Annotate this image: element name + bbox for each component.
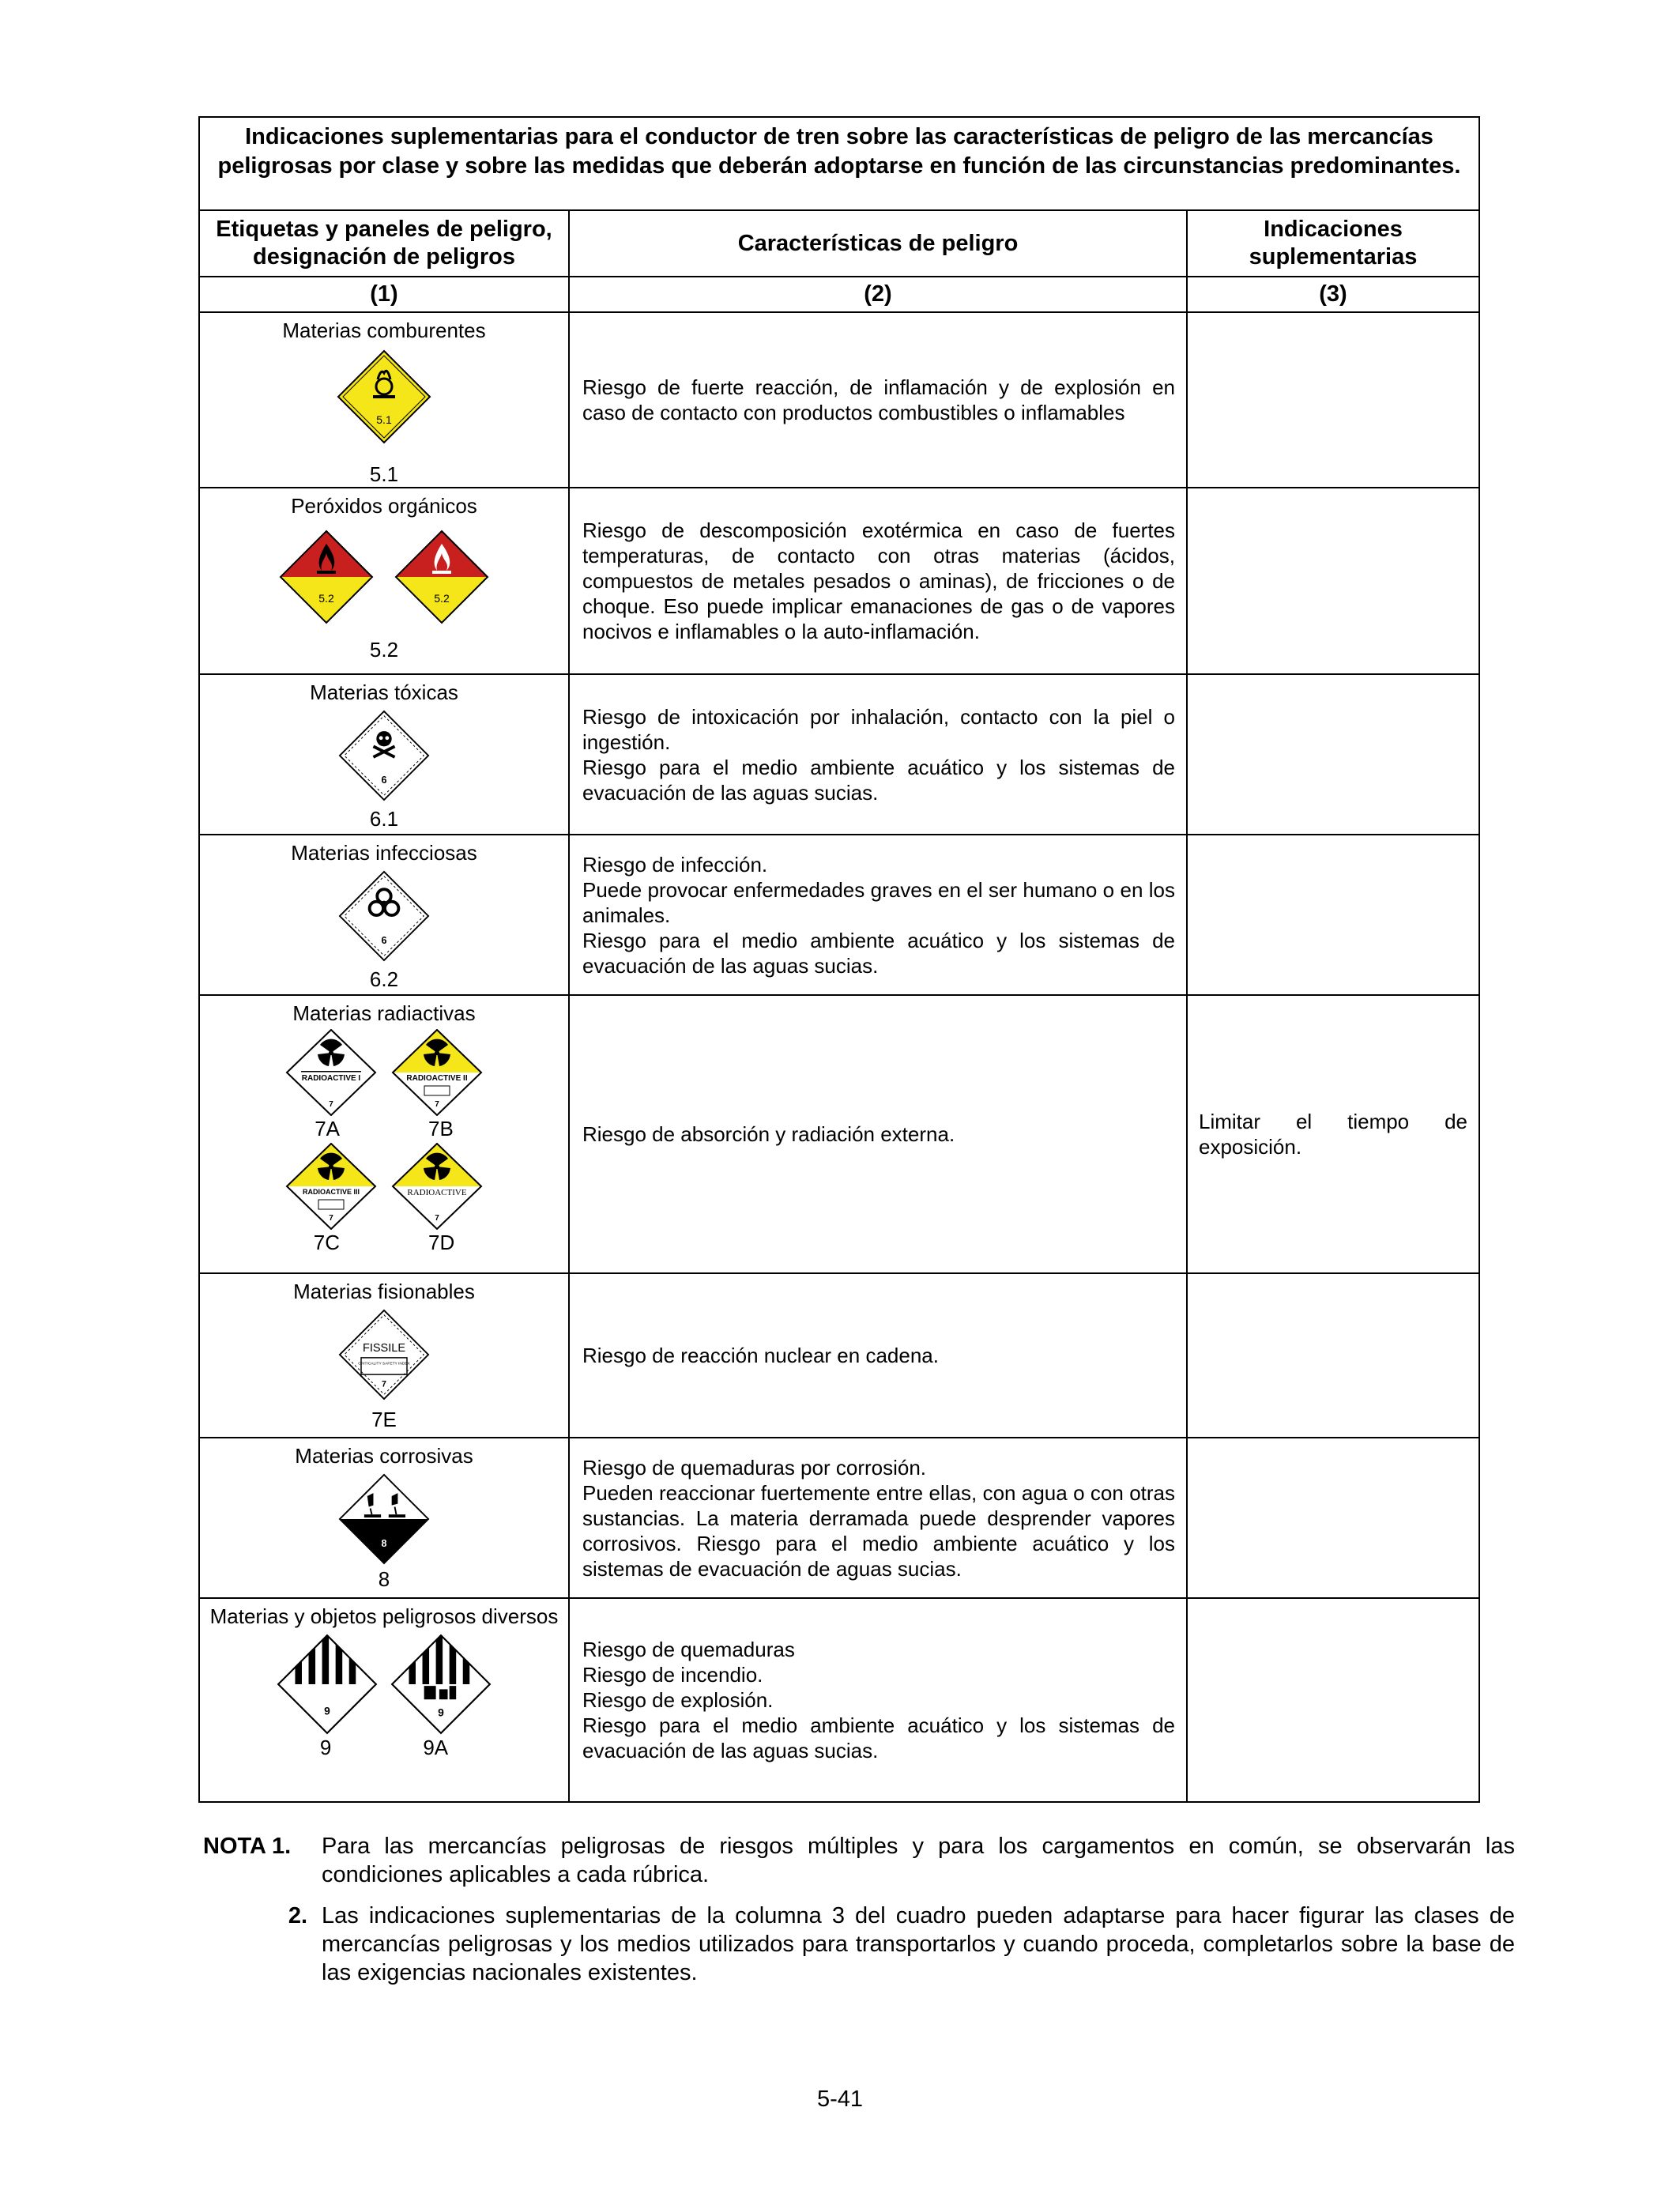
indication-cell — [1187, 1438, 1479, 1598]
svg-text:RADIOACTIVE: RADIOACTIVE — [407, 1188, 467, 1197]
label-cell — [199, 1273, 569, 1438]
hazard-cell — [569, 1273, 1187, 1438]
radioactive-7d-label-icon — [388, 1143, 486, 1230]
class-name: Materias fisionables — [293, 1280, 475, 1303]
indication-cell: Limitar el tiempo de exposición. — [1187, 995, 1479, 1273]
note-1 — [203, 1832, 1515, 1889]
hazard-text: Riesgo de quemaduras por corrosión. — [582, 1455, 927, 1480]
hazard-cell — [569, 995, 1187, 1273]
svg-text:FISSILE: FISSILE — [363, 1342, 405, 1355]
class-code: 7E — [371, 1408, 397, 1431]
hazard-text: Riesgo para el medio ambiente acuático y los sistemas de evacuación de las aguas sucias. — [582, 755, 1175, 805]
skull-crossbones-label-icon — [338, 710, 430, 801]
col2-header: Características de peligro — [569, 210, 1187, 277]
class-code: 8 — [378, 1567, 390, 1591]
class-name: Materias comburentes — [282, 319, 486, 342]
hazard-cell — [569, 488, 1187, 674]
svg-text:6: 6 — [381, 774, 387, 786]
svg-text:RADIOACTIVE II: RADIOACTIVE II — [406, 1074, 468, 1083]
indication-cell — [1187, 1273, 1479, 1438]
table-row — [199, 1438, 1479, 1598]
misc-hazard-label-icon — [277, 1634, 378, 1735]
peroxide-class-text: 5.2 — [318, 592, 334, 605]
hazard-cell — [569, 835, 1187, 995]
hazard-text: Riesgo para el medio ambiente acuático y los sistemas de evacuación de las aguas sucias. — [582, 1713, 1175, 1762]
note-key: 2. — [288, 1903, 307, 1928]
note-text: Las indicaciones suplementarias de la columna 3 del cuadro pueden adaptarse para hacer figurar las clases de mercancías peligrosas y los medios utilizados para transportarlos y cuando proceda, completarlos sobre la base de las exigencias nacionales existentes. — [322, 1903, 1515, 1985]
class-code: 6.2 — [369, 967, 399, 991]
hazard-cell — [569, 1598, 1187, 1802]
class-code: 9 — [319, 1736, 332, 1759]
peroxide-label-icon — [279, 530, 374, 624]
col1-header: Etiquetas y paneles de peligro, designación de peligros — [199, 210, 569, 277]
class-code: 5.2 — [369, 638, 399, 662]
radioactive-ii-label-icon — [388, 1029, 486, 1116]
hazard-text: Riesgo de quemaduras — [582, 1638, 795, 1661]
svg-text:6: 6 — [381, 934, 387, 946]
table-row — [199, 488, 1479, 674]
hazard-table — [198, 116, 1480, 1803]
fissile-label-icon — [338, 1309, 430, 1400]
label-cell — [199, 674, 569, 835]
label-cell — [199, 835, 569, 995]
class-name: Materias radiactivas — [292, 1001, 476, 1025]
peroxide-class-text: 5.2 — [434, 592, 450, 605]
class-code: 5.1 — [369, 462, 399, 486]
misc-hazard-battery-label-icon — [390, 1634, 492, 1735]
class-code: 9A — [423, 1736, 449, 1759]
table-row — [199, 1598, 1479, 1802]
class-code: 7D — [428, 1231, 455, 1254]
indication-cell — [1187, 1598, 1479, 1802]
hazard-text: Riesgo de infección. — [582, 852, 768, 876]
note-text: Para las mercancías peligrosas de riesgos múltiples y para los cargamentos en común, se observarán las condiciones aplicables a cada rúbrica. — [322, 1834, 1515, 1887]
svg-text:7: 7 — [329, 1100, 333, 1109]
hazard-text: Riesgo de explosión. — [582, 1688, 774, 1712]
note-2 — [203, 1902, 1515, 1987]
svg-text:7: 7 — [435, 1100, 439, 1109]
class-code: 7A — [315, 1117, 340, 1140]
indication-cell — [1187, 488, 1479, 674]
class-code: 7B — [428, 1117, 454, 1140]
class-name: Materias corrosivas — [295, 1444, 473, 1468]
hazard-cell — [569, 1438, 1187, 1598]
table-row — [199, 995, 1479, 1273]
label-cell — [199, 1438, 569, 1598]
radioactive-i-label-icon — [282, 1029, 380, 1116]
biohazard-label-icon — [338, 870, 430, 962]
svg-text:7: 7 — [382, 1379, 386, 1389]
class-code: 6.1 — [369, 807, 399, 831]
peroxide-label-icon — [394, 530, 489, 624]
svg-text:CRITICALITY SAFETY INDEX: CRITICALITY SAFETY INDEX — [358, 1362, 410, 1367]
svg-text:8: 8 — [381, 1537, 387, 1549]
hazard-text: Pueden reaccionar fuertemente entre ellas, con agua o con otras sustancias. La materia derramada puede desprender vapores corrosivos. Riesgo para el medio ambiente acuático y los sistemas de evacuación de aguas sucias. — [582, 1480, 1175, 1581]
table-title: Indicaciones suplementarias para el conductor de tren sobre las características de peligro de las mercancías peligrosas por clase y sobre las medidas que deberán adoptarse en función de las circunstancias predominantes. — [199, 117, 1479, 210]
corrosive-label-icon — [338, 1473, 430, 1565]
label-cell — [199, 995, 569, 1273]
svg-text:RADIOACTIVE I: RADIOACTIVE I — [301, 1074, 361, 1083]
table-row — [199, 1273, 1479, 1438]
page-number: 5-41 — [816, 2087, 864, 2112]
hazard-cell — [569, 674, 1187, 835]
col-number-1: (1) — [199, 277, 569, 312]
indication-cell — [1187, 835, 1479, 995]
col-number-2: (2) — [569, 277, 1187, 312]
hazard-text: Puede provocar enfermedades graves en el ser humano o en los animales. — [582, 877, 1175, 927]
indication-cell — [1187, 312, 1479, 488]
class-name: Materias tóxicas — [310, 680, 458, 704]
svg-text:9: 9 — [324, 1704, 330, 1717]
hazard-text: Riesgo de descomposición exotérmica en caso de fuertes temperaturas, de contacto con otras materias (ácidos, compuestos de metales pesados o aminas), de fricciones o de choque. Eso puede implicar emanaciones de gas o de vapores nocivos e inflamables o la auto-inflamación. — [582, 518, 1175, 643]
oxidizer-label-icon — [337, 349, 431, 444]
class-code: 7C — [313, 1231, 340, 1254]
table-row — [199, 312, 1479, 488]
svg-text:7: 7 — [435, 1214, 439, 1223]
indication-cell — [1187, 674, 1479, 835]
svg-text:7: 7 — [329, 1214, 333, 1223]
label-cell — [199, 1598, 569, 1802]
svg-text:RADIOACTIVE III: RADIOACTIVE III — [302, 1188, 360, 1196]
radioactive-iii-label-icon — [282, 1143, 380, 1230]
note-key: NOTA 1. — [203, 1834, 292, 1859]
col-number-3: (3) — [1187, 277, 1479, 312]
table-row — [199, 674, 1479, 835]
notes-section — [203, 1832, 1515, 2000]
table-row — [199, 835, 1479, 995]
hazard-cell — [569, 312, 1187, 488]
hazard-text: Riesgo de absorción y radiación externa. — [582, 1122, 955, 1146]
hazard-text: Riesgo de incendio. — [582, 1663, 763, 1687]
class-name: Materias infecciosas — [291, 841, 477, 865]
hazard-text: Riesgo para el medio ambiente acuático y los sistemas de evacuación de las aguas sucias. — [582, 928, 1175, 978]
label-cell — [199, 312, 569, 488]
col3-header: Indicaciones suplementarias — [1187, 210, 1479, 277]
hazard-text: Riesgo de reacción nuclear en cadena. — [582, 1344, 939, 1367]
hazard-text: Riesgo de fuerte reacción, de inflamación y de explosión en caso de contacto con productos combustibles o inflamables — [582, 375, 1175, 424]
class-name: Peróxidos orgánicos — [291, 494, 477, 518]
class-name: Materias y objetos peligrosos diversos — [209, 1604, 559, 1628]
hazard-text: Riesgo de intoxicación por inhalación, contacto con la piel o ingestión. — [582, 704, 1175, 754]
label-cell — [199, 488, 569, 674]
oxidizer-class-text: 5.1 — [376, 413, 392, 426]
svg-text:9: 9 — [438, 1706, 444, 1719]
